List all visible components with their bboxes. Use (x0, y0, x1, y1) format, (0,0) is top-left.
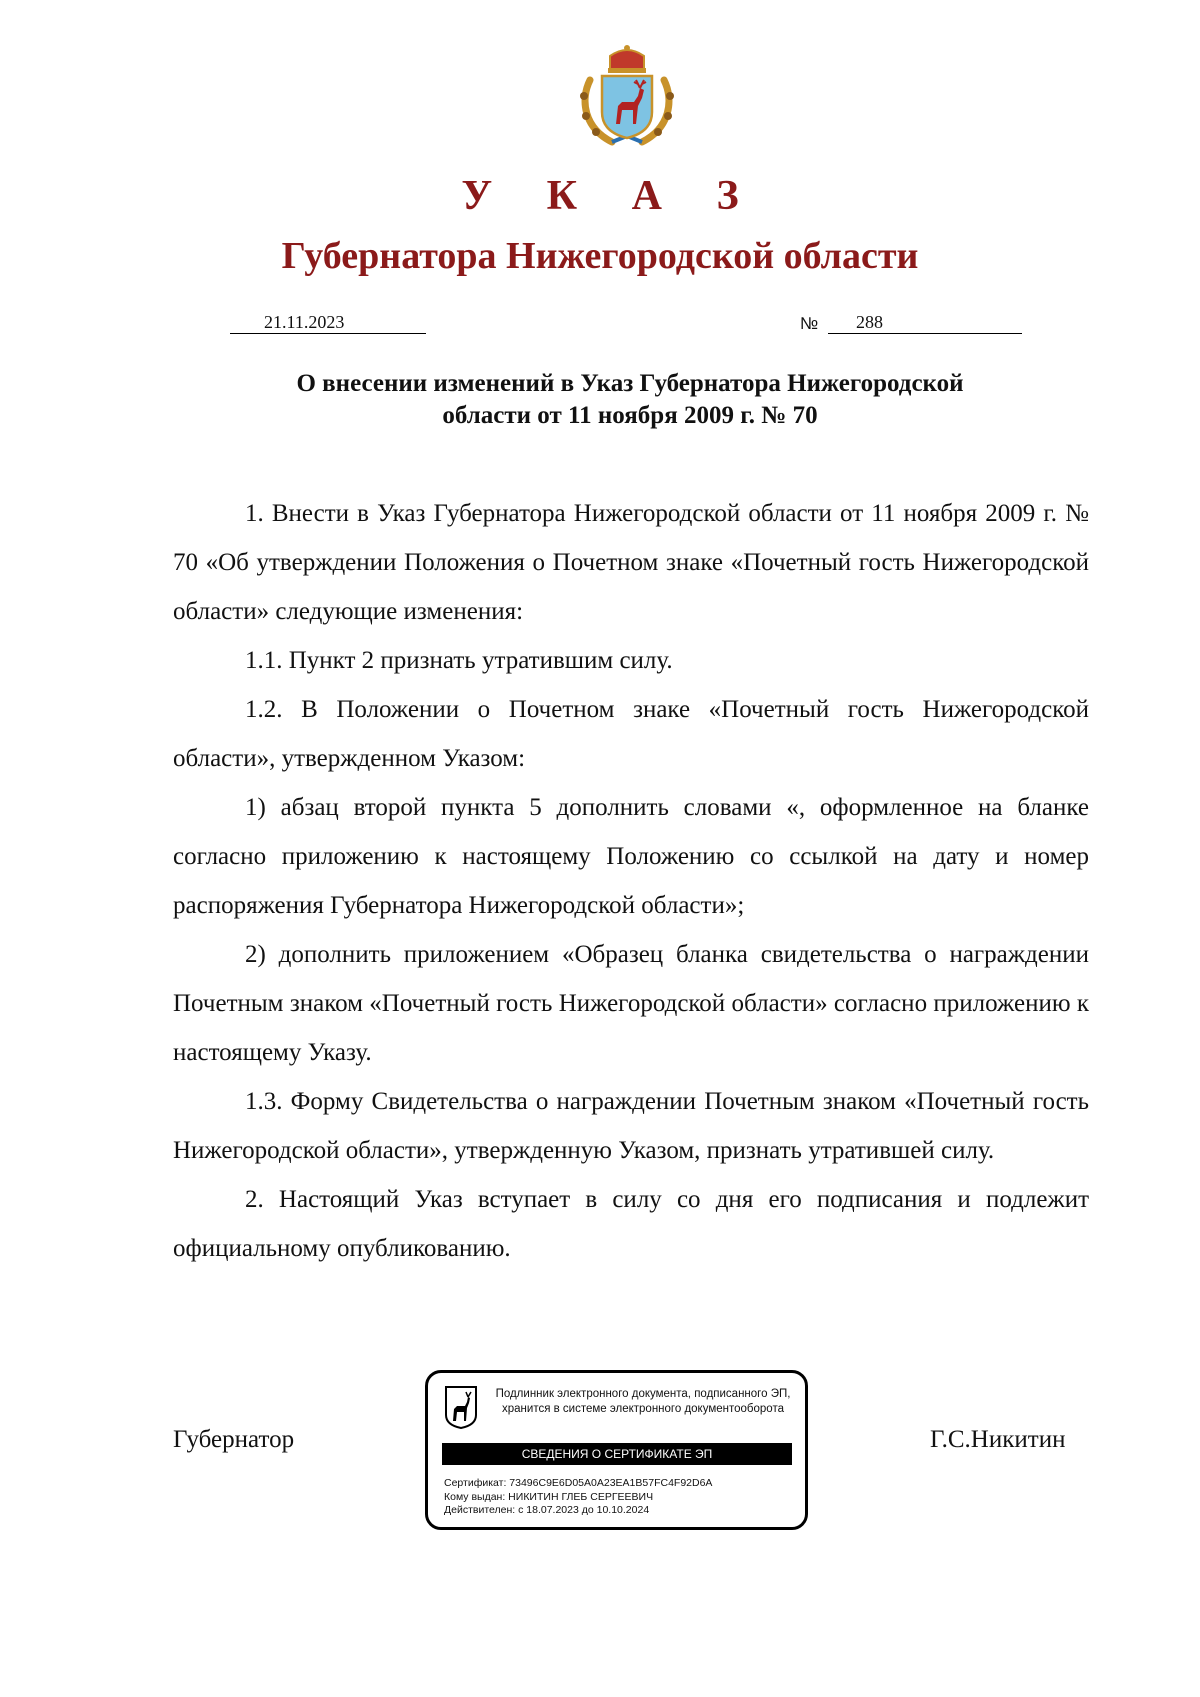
paragraph: 2. Настоящий Указ вступает в силу со дня его подписания и подлежит официальному опубликованию. (173, 1186, 1089, 1262)
document-heading (200, 368, 1060, 432)
paragraph: 1.3. Форму Свидетельства о награждении Почетным знаком «Почетный гость Нижегородской области», утвержденную Указом, признать утратившей силу. (173, 1088, 1089, 1164)
paragraph: 1. Внести в Указ Губернатора Нижегородской области от 11 ноября 2009 г. № 70 «Об утверждении Положения о Почетном знаке «Почетный гость Нижегородской области» следующие изменения: (173, 500, 1089, 625)
certificate-serial: Сертификат: 73496C9E6D05A0A23EA1B57FC4F92D6A (444, 1477, 713, 1489)
heading-line: области от 11 ноября 2009 г. № 70 (442, 402, 818, 429)
stamp-note-line: хранится в системе электронного документооборота (502, 1403, 784, 1415)
document-body (173, 489, 1089, 1273)
certificate-info-bar: СВЕДЕНИЯ О СЕРТИФИКАТЕ ЭП (442, 1443, 792, 1465)
certificate-details (444, 1477, 712, 1518)
paragraph: 2) дополнить приложением «Образец бланка свидетельства о награждении Почетным знаком «Почетный гость Нижегородской области» согласно приложению к настоящему Указу. (173, 941, 1089, 1066)
stamp-note (484, 1387, 802, 1417)
stamp-note-line: Подлинник электронного документа, подписанного ЭП, (495, 1388, 791, 1400)
decree-number: 288 (828, 312, 1022, 334)
signatory-name: Г.С.Никитин (930, 1426, 1066, 1453)
paragraph: 1) абзац второй пункта 5 дополнить словами «, оформленное на бланке согласно приложению к настоящему Положению со ссылкой на дату и номер распоряжения Губернатора Нижегородской области»; (173, 794, 1089, 919)
certificate-validity: Действителен: с 18.07.2023 до 10.10.2024 (444, 1504, 650, 1516)
electronic-signature-stamp (425, 1370, 808, 1530)
decree-title: У К А З (461, 173, 761, 219)
signatory-position: Губернатор (173, 1426, 295, 1453)
heading-line: О внесении изменений в Указ Губернатора Нижегородской (296, 370, 964, 397)
decree-subtitle: Губернатора Нижегородской области (281, 235, 919, 277)
decree-date: 21.11.2023 (230, 312, 426, 334)
paragraph: 1.2. В Положении о Почетном знаке «Почетный гость Нижегородской области», утвержденном Указом: (173, 696, 1089, 772)
certificate-owner: Кому выдан: НИКИТИН ГЛЕБ СЕРГЕЕВИЧ (444, 1490, 654, 1503)
deer-emblem-icon (444, 1385, 478, 1429)
number-label: № (800, 314, 819, 333)
paragraph: 1.1. Пункт 2 признать утратившим силу. (245, 647, 673, 674)
coat-of-arms-icon (572, 40, 682, 150)
